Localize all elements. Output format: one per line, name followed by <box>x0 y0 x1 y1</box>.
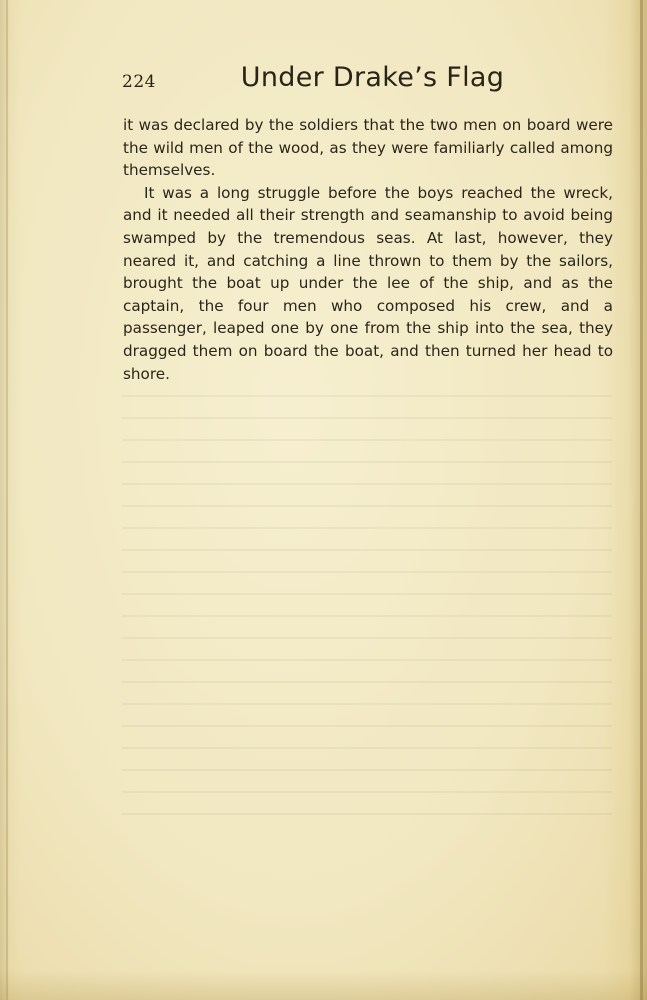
paragraph-continued: it was declared by the soldiers that the two men on board were the wild men of the wood, as they were familiarly called among themselves. <box>123 116 613 180</box>
page-number: 224 <box>122 72 156 92</box>
body-text <box>123 114 613 385</box>
page-edge-left <box>6 0 8 1000</box>
show-through-texture <box>122 395 612 815</box>
running-title: Under Drake’s Flag <box>240 62 505 93</box>
page-edge-right <box>640 0 643 1000</box>
paragraph: It was a long struggle before the boys reached the wreck, and it needed all their strength and seamanship to avoid being swamped by the tremendous seas. At last, however, they neared it, and catching a line thrown to them by the sailors, brought the boat up under the lee of the ship, and as the captain, the four men who composed his crew, and a passenger, leaped one by one from the ship into the sea, they dragged them on board the boat, and then turned her head to shore. <box>123 183 613 383</box>
page-header <box>122 62 615 102</box>
